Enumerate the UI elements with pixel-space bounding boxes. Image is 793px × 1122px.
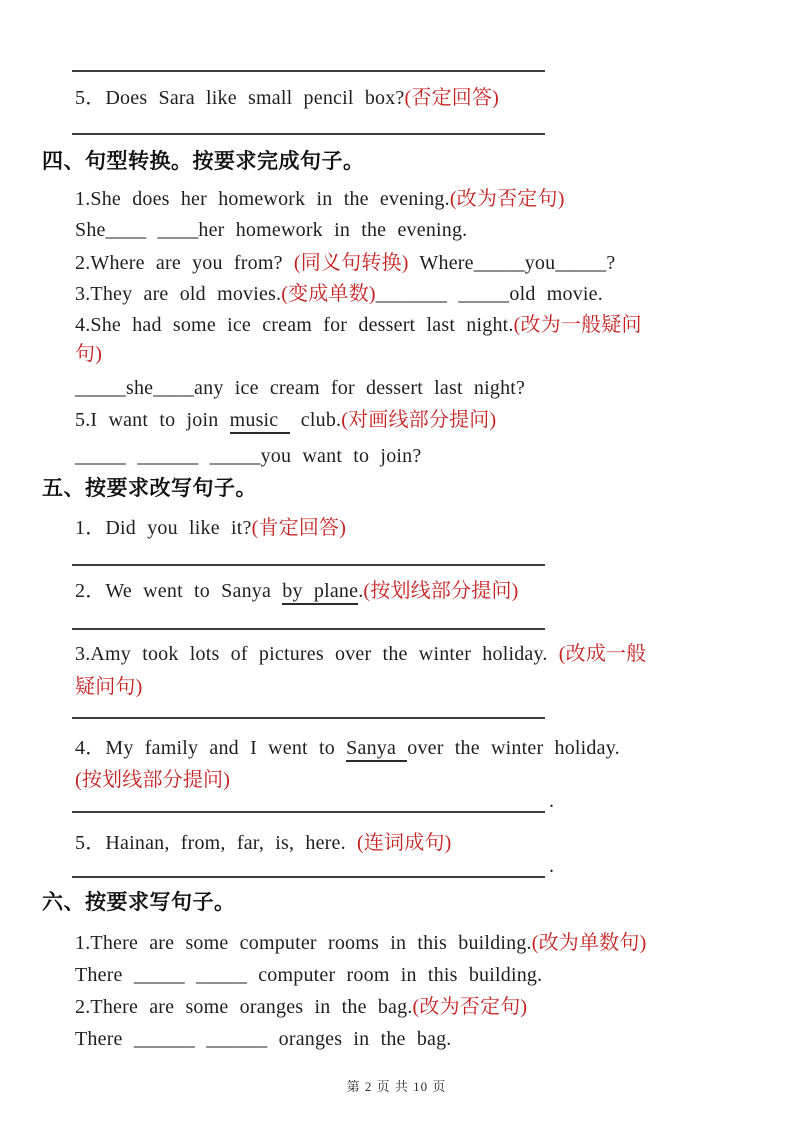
s6-q1-answer-line: There _____ _____ computer room in this building. (75, 964, 543, 986)
s4-q5-answer-line: _____ ______ _____you want to join? (75, 445, 422, 467)
s4-q5-text: 5.I want to join (75, 409, 230, 431)
s4-q3-text: 3.They are old movies. (75, 283, 282, 305)
s4-q3-blank: _______ _____old movie. (375, 283, 603, 305)
s4-q5-text-after: club. (289, 409, 342, 431)
s5-q4-instruction: (按划线部分提问) (75, 769, 231, 791)
s5-q4-underlined-word: Sanya (346, 737, 407, 762)
s6-q1-instruction: (改为单数句) (531, 932, 647, 954)
s4-q1-answer-line: She____ ____her homework in the evening. (75, 219, 468, 241)
s4-q2-instruction: (同义句转换) (293, 252, 409, 274)
s5-q5-instruction: (连词成句) (356, 832, 452, 854)
s5-q2-text-after: . (358, 580, 364, 602)
s4-q4-answer-line: _____she____any ice cream for dessert last night? (75, 377, 526, 399)
s4-q3-line (75, 281, 603, 307)
s5-q5-text: 5．Hainan, from, far, is, here. (75, 832, 357, 854)
s4-q2-text: 2.Where are you from? (75, 252, 294, 274)
s5-q2-underlined-phrase: by plane (282, 580, 358, 605)
s5-q3-text: 3.Amy took lots of pictures over the winter holiday. (75, 643, 559, 665)
line-end-period: . (549, 855, 554, 877)
s4-q2-blank: Where_____you_____? (408, 252, 616, 274)
s4-q4-instruction-wrap: 句) (75, 343, 103, 365)
s4-q4-instruction: (改为一般疑问 (513, 314, 642, 336)
s4-q5-line (75, 407, 496, 433)
s5-q1-line (75, 515, 346, 541)
s4-q5-instruction: (对画线部分提问) (341, 409, 497, 431)
s5-q3-instruction: (改成一般 (558, 643, 647, 665)
section-6-heading: 六、按要求写句子。 (42, 891, 236, 914)
answer-blank-line (72, 790, 554, 813)
answer-blank-line (72, 717, 545, 719)
s6-q2-instruction: (改为否定句) (412, 996, 528, 1018)
s5-q2-instruction: (按划线部分提问) (363, 580, 519, 602)
s6-q1-text: 1.There are some computer rooms in this building. (75, 932, 532, 954)
answer-blank-line (72, 855, 554, 878)
section-5-heading: 五、按要求改写句子。 (42, 477, 257, 500)
s6-q1-line (75, 930, 646, 956)
s5-q4-text-after: over the winter holiday. (407, 737, 620, 759)
s6-q2-text: 2.There are some oranges in the bag. (75, 996, 413, 1018)
s5-q2-line (75, 578, 519, 604)
s4-q5-underlined-word: music (230, 409, 290, 434)
prev-q5-instruction: (否定回答) (404, 87, 500, 109)
s4-q4-line (75, 312, 642, 338)
s4-q1-line (75, 186, 565, 212)
s5-q3-line (75, 641, 646, 667)
page-number-footer: 第 2 页 共 10 页 (346, 1079, 447, 1094)
s5-q5-line (75, 830, 452, 856)
answer-blank-line (72, 628, 545, 630)
prev-q5-line (75, 85, 499, 111)
answer-blank-line (72, 70, 545, 72)
s4-q4-text: 4.She had some ice cream for dessert last night. (75, 314, 514, 336)
s4-q3-instruction: (变成单数) (281, 283, 376, 305)
answer-blank-line (72, 133, 545, 135)
s4-q2-line (75, 250, 615, 276)
s6-q2-answer-line: There ______ ______ oranges in the bag. (75, 1028, 452, 1050)
s6-q2-line (75, 994, 527, 1020)
s5-q4-text: 4．My family and I went to (75, 737, 347, 759)
section-4-heading: 四、句型转换。按要求完成句子。 (42, 150, 365, 173)
s5-q4-line (75, 735, 620, 761)
s4-q1-text: 1.She does her homework in the evening. (75, 188, 450, 210)
s4-q1-instruction: (改为否定句) (449, 188, 565, 210)
s5-q1-text: 1．Did you like it? (75, 517, 252, 539)
s5-q1-instruction: (肯定回答) (251, 517, 347, 539)
line-end-period: . (549, 790, 554, 812)
s5-q3-instruction-wrap: 疑问句) (75, 676, 143, 698)
answer-blank-line (72, 564, 545, 566)
s5-q2-text: 2．We went to Sanya (75, 580, 283, 602)
prev-q5-text: 5．Does Sara like small pencil box? (75, 87, 405, 109)
